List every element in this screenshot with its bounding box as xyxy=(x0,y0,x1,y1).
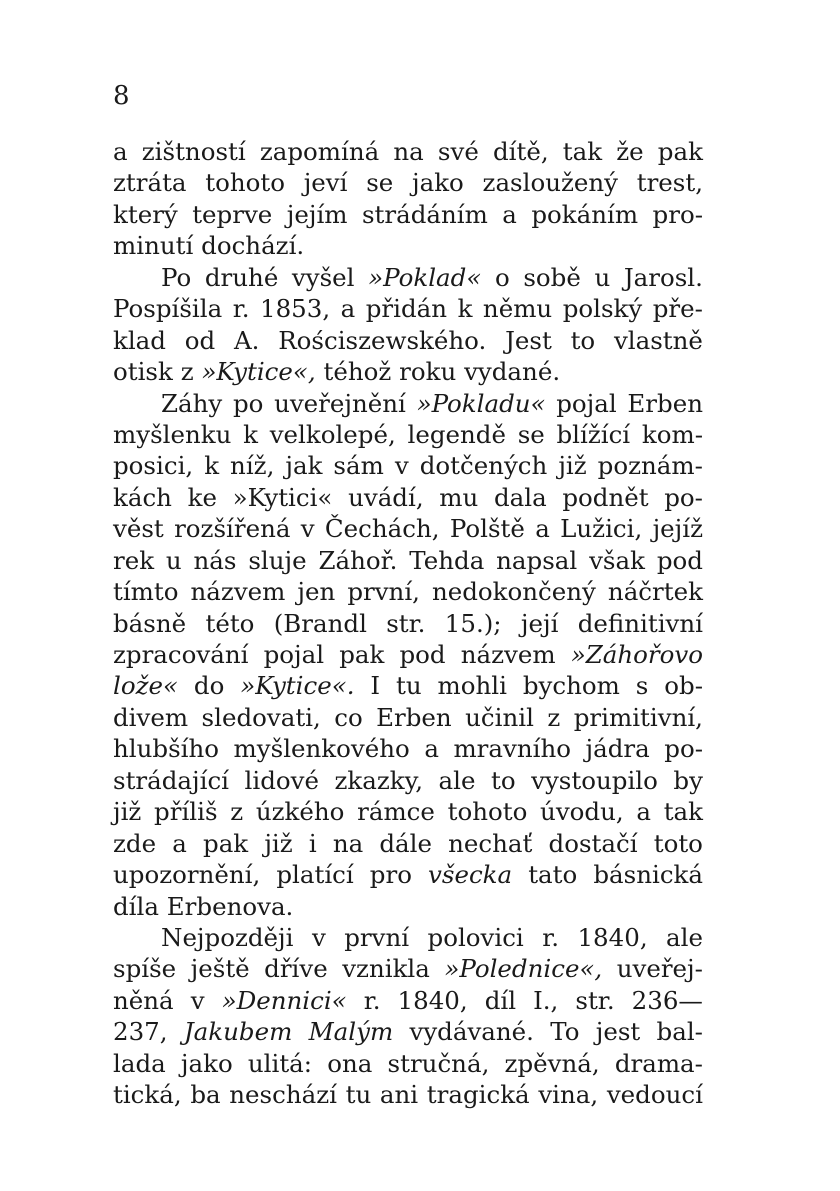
word: v xyxy=(311,922,326,952)
word: mravního xyxy=(453,734,571,764)
word: jejíž xyxy=(652,514,703,544)
word: polský xyxy=(562,294,643,324)
word: po- xyxy=(664,734,703,764)
word: a xyxy=(424,734,439,764)
word: primitivní, xyxy=(573,702,703,732)
word: v xyxy=(300,514,315,544)
word: z xyxy=(230,797,244,827)
word: díla xyxy=(113,891,159,921)
word: pod xyxy=(656,545,703,575)
word: lada xyxy=(113,1048,166,1078)
word: Záhoř. xyxy=(318,545,398,575)
word: Jest xyxy=(505,325,552,355)
word: že xyxy=(616,137,644,166)
word: dochází. xyxy=(201,231,305,261)
word: minutí xyxy=(113,231,194,261)
word: vlastně xyxy=(613,325,703,355)
text-line xyxy=(113,796,703,827)
word: Čechách, xyxy=(324,514,440,544)
word: tak xyxy=(562,137,603,166)
word: téhož xyxy=(323,357,392,387)
word: teprve xyxy=(192,199,273,229)
word: k xyxy=(243,419,258,449)
word: dotčených xyxy=(419,451,548,481)
word: A. xyxy=(233,325,260,355)
word: pak xyxy=(657,137,703,166)
word: zpracování xyxy=(113,640,249,669)
word: v xyxy=(394,451,409,481)
word: myšlenku xyxy=(113,419,232,449)
word: »Poklad« xyxy=(368,262,482,292)
word: náčrtek xyxy=(607,577,703,607)
word: neschází xyxy=(229,1080,337,1110)
word: platící xyxy=(276,860,354,890)
text-line xyxy=(113,765,703,796)
word: Po xyxy=(161,262,192,292)
word: to xyxy=(491,765,516,795)
word: z xyxy=(547,702,561,732)
word: po- xyxy=(664,482,703,512)
word: který xyxy=(113,199,178,229)
word: zde xyxy=(113,828,157,858)
word: s xyxy=(635,671,649,701)
word: své xyxy=(437,137,479,166)
word: vydávané. xyxy=(409,1017,534,1047)
word: poznám- xyxy=(597,451,703,481)
word: strádající xyxy=(113,765,230,795)
word: v xyxy=(190,985,205,1015)
word: vyšel xyxy=(291,262,355,292)
word: tragická xyxy=(426,1080,530,1110)
word: věst xyxy=(113,514,164,544)
text-line xyxy=(113,356,703,387)
word: u xyxy=(165,545,182,575)
word: hlubšího xyxy=(113,734,220,764)
word: nechať xyxy=(448,828,533,858)
word: lože« xyxy=(113,671,178,701)
word: »Dennici« xyxy=(221,985,347,1015)
word: nedokončený xyxy=(431,577,596,607)
word: a xyxy=(113,137,128,166)
word: první xyxy=(344,922,410,952)
word: vydané. xyxy=(464,357,561,387)
word: stručná, xyxy=(387,1048,490,1078)
word: ob- xyxy=(664,671,703,701)
text-line xyxy=(113,262,703,293)
word: otisk xyxy=(113,357,173,387)
word: učinil xyxy=(465,702,534,732)
text-line xyxy=(113,1048,703,1079)
word: pro- xyxy=(652,199,703,229)
word: jeví xyxy=(303,168,348,198)
word: trest, xyxy=(636,168,703,198)
word: první, xyxy=(347,577,420,607)
text-line xyxy=(113,450,703,481)
word: (Brandl xyxy=(273,608,367,638)
word: tak xyxy=(663,797,703,827)
word: upozornění, xyxy=(113,860,261,890)
word: nás xyxy=(193,545,237,575)
text-line xyxy=(113,733,703,764)
word: sám xyxy=(333,451,384,481)
word: co xyxy=(334,702,363,732)
word: ztráta xyxy=(113,168,187,198)
word: druhé xyxy=(204,262,279,292)
word: příliš xyxy=(154,797,218,827)
word: však xyxy=(589,545,645,575)
text-line xyxy=(113,828,703,859)
word: Nejpozději xyxy=(161,922,294,952)
text-line xyxy=(113,922,703,953)
text-line xyxy=(113,891,703,922)
word: jádra xyxy=(585,734,650,764)
word: básně xyxy=(113,608,187,638)
word: »Kytici« xyxy=(232,482,333,512)
word: Jarosl. xyxy=(623,262,703,292)
word: r. xyxy=(232,294,250,324)
word: tohoto xyxy=(447,797,528,827)
word: uveřej- xyxy=(616,954,703,984)
word: ona xyxy=(327,1048,373,1078)
text-line xyxy=(113,136,703,167)
word: k xyxy=(457,294,473,324)
word: úvodu, xyxy=(540,797,624,827)
word: Erben xyxy=(627,388,703,418)
word: divem xyxy=(113,702,189,732)
word: by xyxy=(673,765,703,795)
text-line xyxy=(113,985,703,1016)
word: se xyxy=(517,419,545,449)
word: již xyxy=(113,797,142,827)
word: Záhy xyxy=(161,388,223,418)
word: 236— xyxy=(631,985,703,1015)
text-line xyxy=(113,1079,703,1110)
word: spíše xyxy=(113,954,177,984)
word: lidové xyxy=(244,765,319,795)
word: toto xyxy=(653,828,703,858)
word: Jakubem xyxy=(183,1017,293,1047)
word: 1840, xyxy=(397,985,468,1015)
word: Erben xyxy=(376,702,452,732)
word: a xyxy=(172,828,187,858)
word: vina, xyxy=(538,1080,599,1110)
word: To xyxy=(550,1017,580,1047)
text-line xyxy=(113,545,703,576)
word: zkazky, xyxy=(334,765,424,795)
word: jest xyxy=(595,1017,641,1047)
word: vystoupilo xyxy=(531,765,658,795)
text-line xyxy=(113,513,703,544)
word: zištností xyxy=(141,137,246,166)
word: velkolepé, xyxy=(269,419,396,449)
word: vedoucí xyxy=(606,1080,703,1110)
word: pře- xyxy=(652,294,703,324)
word: rámce xyxy=(357,797,435,827)
word: Tehda xyxy=(409,545,485,575)
word: a xyxy=(535,514,550,544)
text-line xyxy=(113,1016,703,1047)
word: Rościszewského. xyxy=(278,325,487,355)
word: pak xyxy=(203,828,249,858)
word: Erbenova. xyxy=(166,891,294,921)
word: »Polednice«, xyxy=(444,954,603,984)
word: »Kytice«, xyxy=(201,357,316,387)
word: dala xyxy=(493,482,547,512)
word: str. xyxy=(575,985,615,1015)
body-text xyxy=(113,136,703,1111)
word: již xyxy=(558,451,587,481)
text-line xyxy=(113,953,703,984)
word: sledovati, xyxy=(201,702,321,732)
word: pod xyxy=(399,640,446,669)
word: Lužici, xyxy=(560,514,643,544)
word: ani xyxy=(379,1080,419,1110)
word: jen xyxy=(297,577,336,607)
word: níž, xyxy=(230,451,275,481)
word: již xyxy=(264,828,293,858)
text-line xyxy=(113,576,703,607)
word: a xyxy=(636,797,651,827)
word: uvádí, xyxy=(348,482,424,512)
text-line xyxy=(113,482,703,513)
word: po xyxy=(232,388,264,418)
word: to xyxy=(570,325,596,355)
word: sluje xyxy=(248,545,307,575)
word: rek xyxy=(113,545,155,575)
word: a xyxy=(340,294,356,324)
word: zapomíná xyxy=(259,137,380,166)
word: pojal xyxy=(556,388,617,418)
word: ještě xyxy=(190,954,250,984)
word: sobě xyxy=(523,262,581,292)
word: ulitá: xyxy=(247,1048,313,1078)
word: strádáním xyxy=(361,199,488,229)
word: 15.); xyxy=(444,608,502,638)
word: pokáním xyxy=(531,199,639,229)
word: tohoto xyxy=(205,168,285,198)
word: dále xyxy=(379,828,432,858)
word: mu xyxy=(439,482,479,512)
word: dítě, xyxy=(492,137,549,166)
word: 1853, xyxy=(260,294,331,324)
word: rozšířená xyxy=(174,514,291,544)
word: do xyxy=(193,671,225,701)
word: klad xyxy=(113,325,166,355)
word: blížící xyxy=(556,419,631,449)
word: názvem xyxy=(460,640,556,669)
text-line xyxy=(113,419,703,450)
text-line xyxy=(113,167,703,198)
word: u xyxy=(594,262,611,292)
word: z xyxy=(180,357,194,387)
word: 1840, xyxy=(577,922,648,952)
word: o xyxy=(494,262,510,292)
word: jako xyxy=(412,168,464,198)
word: něná xyxy=(113,985,174,1015)
word: »Kytice«. xyxy=(240,671,355,701)
word: jejím xyxy=(286,199,348,229)
word: její xyxy=(520,608,559,638)
word: I., xyxy=(533,985,559,1015)
word: všecka xyxy=(428,860,513,890)
word: Pospíšila xyxy=(113,294,223,324)
text-line xyxy=(113,670,703,701)
text-line xyxy=(113,702,703,733)
word: I xyxy=(370,671,381,701)
word: tu xyxy=(345,1080,372,1110)
word: a xyxy=(502,199,517,229)
word: přidán xyxy=(365,294,448,324)
text-line xyxy=(113,230,703,261)
word: k xyxy=(204,451,220,481)
word: od xyxy=(184,325,216,355)
word: bychom xyxy=(522,671,620,701)
word: mohli xyxy=(437,671,507,701)
word: vznikla xyxy=(342,954,430,984)
word: pak xyxy=(339,640,385,669)
word: pro xyxy=(369,860,412,890)
word: Polště xyxy=(449,514,525,544)
word: podnět xyxy=(562,482,649,512)
word: Malým xyxy=(308,1017,394,1047)
word: tímto xyxy=(113,577,179,607)
word: »Pokladu« xyxy=(416,388,546,418)
word: ba xyxy=(190,1080,221,1110)
text-line xyxy=(113,639,703,670)
word: ke xyxy=(187,482,217,512)
word: dostačí xyxy=(548,828,638,858)
word: básnická xyxy=(593,860,703,890)
word: i xyxy=(308,828,317,858)
word: zpěvná, xyxy=(504,1048,600,1078)
word: němu xyxy=(482,294,553,324)
text-line xyxy=(113,388,703,419)
word: tato xyxy=(528,860,578,890)
word: drama- xyxy=(614,1048,703,1078)
text-line xyxy=(113,293,703,324)
word: tická, xyxy=(113,1080,182,1110)
word: kom- xyxy=(641,419,703,449)
text-line xyxy=(113,325,703,356)
word: kách xyxy=(113,482,172,512)
text-line xyxy=(113,608,703,639)
page-number: 8 xyxy=(113,81,130,111)
word: zasloužený xyxy=(482,168,619,198)
word: na xyxy=(332,828,364,858)
text-line xyxy=(113,199,703,230)
word: 237, xyxy=(113,1017,168,1047)
word: bal- xyxy=(656,1017,703,1047)
word: roku xyxy=(399,357,457,387)
text-line xyxy=(113,859,703,890)
word: jak xyxy=(285,451,323,481)
word: tu xyxy=(395,671,422,701)
word: jako xyxy=(180,1048,233,1078)
word: »Záhořovo xyxy=(570,640,703,669)
word: myšlenkového xyxy=(233,734,410,764)
word: se xyxy=(366,168,394,198)
word: názvem xyxy=(190,577,286,607)
word: dříve xyxy=(264,954,328,984)
word: legendě xyxy=(407,419,506,449)
word: definitivní xyxy=(577,608,703,638)
word: uveřejnění xyxy=(274,388,406,418)
word: této xyxy=(205,608,255,638)
word: posici, xyxy=(113,451,194,481)
word: ale xyxy=(438,765,476,795)
word: ale xyxy=(666,922,703,952)
word: pojal xyxy=(263,640,325,669)
word: r. xyxy=(363,985,381,1015)
word: na xyxy=(393,137,424,166)
word: polovici xyxy=(427,922,524,952)
word: r. xyxy=(542,922,560,952)
word: str. xyxy=(386,608,426,638)
word: úzkého xyxy=(255,797,345,827)
word: napsal xyxy=(496,545,578,575)
word: díl xyxy=(484,985,517,1015)
